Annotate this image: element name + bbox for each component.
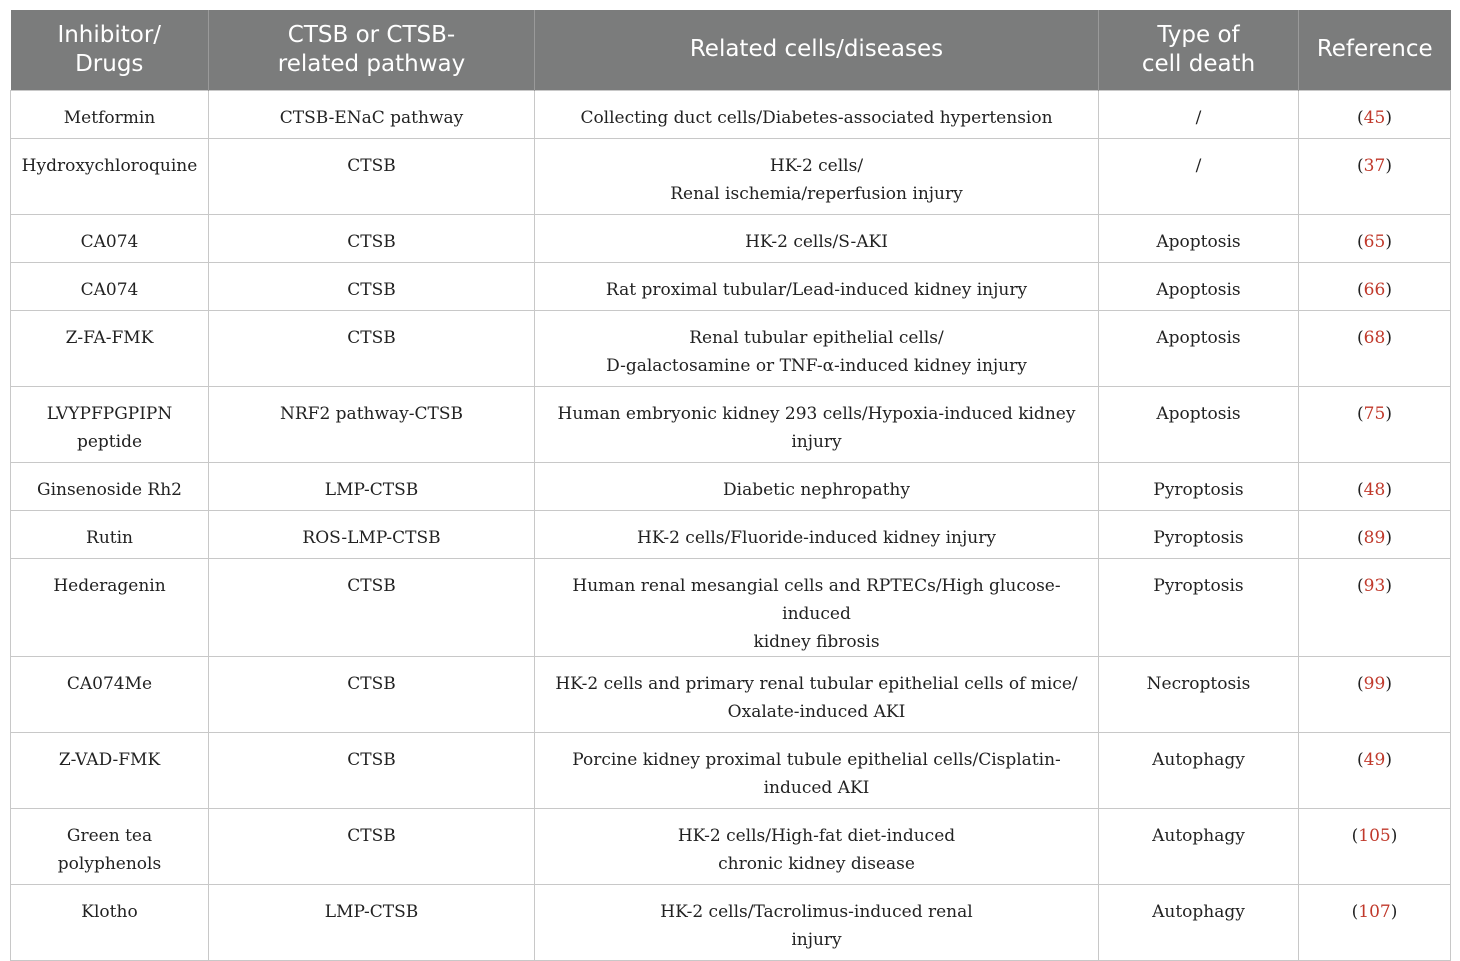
cell-reference: (68) (1299, 310, 1451, 386)
cell-related-cells: HK-2 cells/Fluoride-induced kidney injury (535, 510, 1099, 558)
reference-link[interactable]: 107 (1358, 901, 1391, 922)
cell-drug: Rutin (11, 510, 209, 558)
cell-cell-death: Autophagy (1099, 808, 1299, 884)
cell-cell-death: Apoptosis (1099, 386, 1299, 462)
cell-pathway: CTSB (209, 732, 535, 808)
cell-related-cells: Human embryonic kidney 293 cells/Hypoxia-induced kidney injury (535, 386, 1099, 462)
header-type-of-cell-death: Type of cell death (1099, 10, 1299, 90)
table-row (11, 656, 1451, 732)
cell-drug: Hydroxychloroquine (11, 138, 209, 214)
cell-cell-death: Apoptosis (1099, 262, 1299, 310)
cell-cell-death: Apoptosis (1099, 310, 1299, 386)
cell-pathway: CTSB (209, 262, 535, 310)
reference-link[interactable]: 105 (1358, 825, 1391, 846)
reference-link[interactable]: 93 (1363, 575, 1386, 596)
cell-reference: (45) (1299, 90, 1451, 138)
cell-related-cells: Porcine kidney proximal tubule epithelial cells/Cisplatin- induced AKI (535, 732, 1099, 808)
cell-related-cells: HK-2 cells/ Renal ischemia/reperfusion injury (535, 138, 1099, 214)
cell-pathway: LMP-CTSB (209, 462, 535, 510)
header-row (11, 10, 1451, 90)
cell-pathway: ROS-LMP-CTSB (209, 510, 535, 558)
inhibitor-drugs-table (10, 10, 1451, 961)
reference-link[interactable]: 89 (1363, 527, 1386, 548)
cell-drug: Ginsenoside Rh2 (11, 462, 209, 510)
cell-pathway: CTSB-ENaC pathway (209, 90, 535, 138)
reference-link[interactable]: 48 (1363, 479, 1386, 500)
cell-related-cells: Diabetic nephropathy (535, 462, 1099, 510)
cell-drug: CA074Me (11, 656, 209, 732)
cell-cell-death: Autophagy (1099, 884, 1299, 960)
header-related-cells-diseases: Related cells/diseases (535, 10, 1099, 90)
header-reference: Reference (1299, 10, 1451, 90)
table-row (11, 510, 1451, 558)
cell-reference: (37) (1299, 138, 1451, 214)
cell-related-cells: Human renal mesangial cells and RPTECs/High glucose-induced kidney fibrosis (535, 558, 1099, 656)
reference-link[interactable]: 45 (1363, 107, 1386, 128)
cell-drug: Z-VAD-FMK (11, 732, 209, 808)
reference-link[interactable]: 66 (1363, 279, 1386, 300)
cell-related-cells: HK-2 cells/S-AKI (535, 214, 1099, 262)
cell-pathway: CTSB (209, 138, 535, 214)
cell-reference: (93) (1299, 558, 1451, 656)
cell-cell-death: / (1099, 90, 1299, 138)
reference-link[interactable]: 65 (1363, 231, 1386, 252)
cell-related-cells: HK-2 cells/High-fat diet-induced chronic kidney disease (535, 808, 1099, 884)
cell-drug: Hederagenin (11, 558, 209, 656)
cell-drug: Metformin (11, 90, 209, 138)
table-header (11, 10, 1451, 90)
cell-related-cells: HK-2 cells and primary renal tubular epithelial cells of mice/ Oxalate-induced AKI (535, 656, 1099, 732)
table-row (11, 262, 1451, 310)
table-row (11, 138, 1451, 214)
cell-cell-death: Pyroptosis (1099, 558, 1299, 656)
cell-reference: (66) (1299, 262, 1451, 310)
cell-drug: CA074 (11, 214, 209, 262)
reference-link[interactable]: 75 (1363, 403, 1386, 424)
cell-drug: Green tea polyphenols (11, 808, 209, 884)
cell-cell-death: Pyroptosis (1099, 462, 1299, 510)
cell-reference: (48) (1299, 462, 1451, 510)
cell-drug: Z-FA-FMK (11, 310, 209, 386)
cell-reference: (65) (1299, 214, 1451, 262)
table-row (11, 386, 1451, 462)
cell-reference: (107) (1299, 884, 1451, 960)
cell-reference: (105) (1299, 808, 1451, 884)
table-row (11, 90, 1451, 138)
cell-pathway: CTSB (209, 656, 535, 732)
cell-drug: Klotho (11, 884, 209, 960)
cell-pathway: CTSB (209, 808, 535, 884)
cell-cell-death: Autophagy (1099, 732, 1299, 808)
reference-link[interactable]: 68 (1363, 327, 1386, 348)
cell-reference: (49) (1299, 732, 1451, 808)
cell-related-cells: HK-2 cells/Tacrolimus-induced renal injury (535, 884, 1099, 960)
cell-cell-death: Apoptosis (1099, 214, 1299, 262)
cell-pathway: CTSB (209, 214, 535, 262)
cell-reference: (89) (1299, 510, 1451, 558)
table-row (11, 214, 1451, 262)
table-row (11, 462, 1451, 510)
cell-pathway: CTSB (209, 558, 535, 656)
cell-cell-death: / (1099, 138, 1299, 214)
cell-related-cells: Rat proximal tubular/Lead-induced kidney injury (535, 262, 1099, 310)
table-row (11, 732, 1451, 808)
cell-reference: (99) (1299, 656, 1451, 732)
cell-reference: (75) (1299, 386, 1451, 462)
cell-cell-death: Necroptosis (1099, 656, 1299, 732)
cell-drug: LVYPFPGPIPN peptide (11, 386, 209, 462)
cell-related-cells: Collecting duct cells/Diabetes-associated hypertension (535, 90, 1099, 138)
cell-related-cells: Renal tubular epithelial cells/ D-galactosamine or TNF-α-induced kidney injury (535, 310, 1099, 386)
table-row (11, 884, 1451, 960)
reference-link[interactable]: 99 (1363, 673, 1386, 694)
reference-link[interactable]: 49 (1363, 749, 1386, 770)
table-row (11, 808, 1451, 884)
reference-link[interactable]: 37 (1363, 155, 1386, 176)
cell-pathway: LMP-CTSB (209, 884, 535, 960)
table-body (11, 90, 1451, 960)
cell-cell-death: Pyroptosis (1099, 510, 1299, 558)
cell-pathway: CTSB (209, 310, 535, 386)
header-inhibitor-drugs: Inhibitor/ Drugs (11, 10, 209, 90)
table-row (11, 558, 1451, 656)
cell-pathway: NRF2 pathway-CTSB (209, 386, 535, 462)
table-row (11, 310, 1451, 386)
cell-drug: CA074 (11, 262, 209, 310)
header-ctsb-pathway: CTSB or CTSB- related pathway (209, 10, 535, 90)
